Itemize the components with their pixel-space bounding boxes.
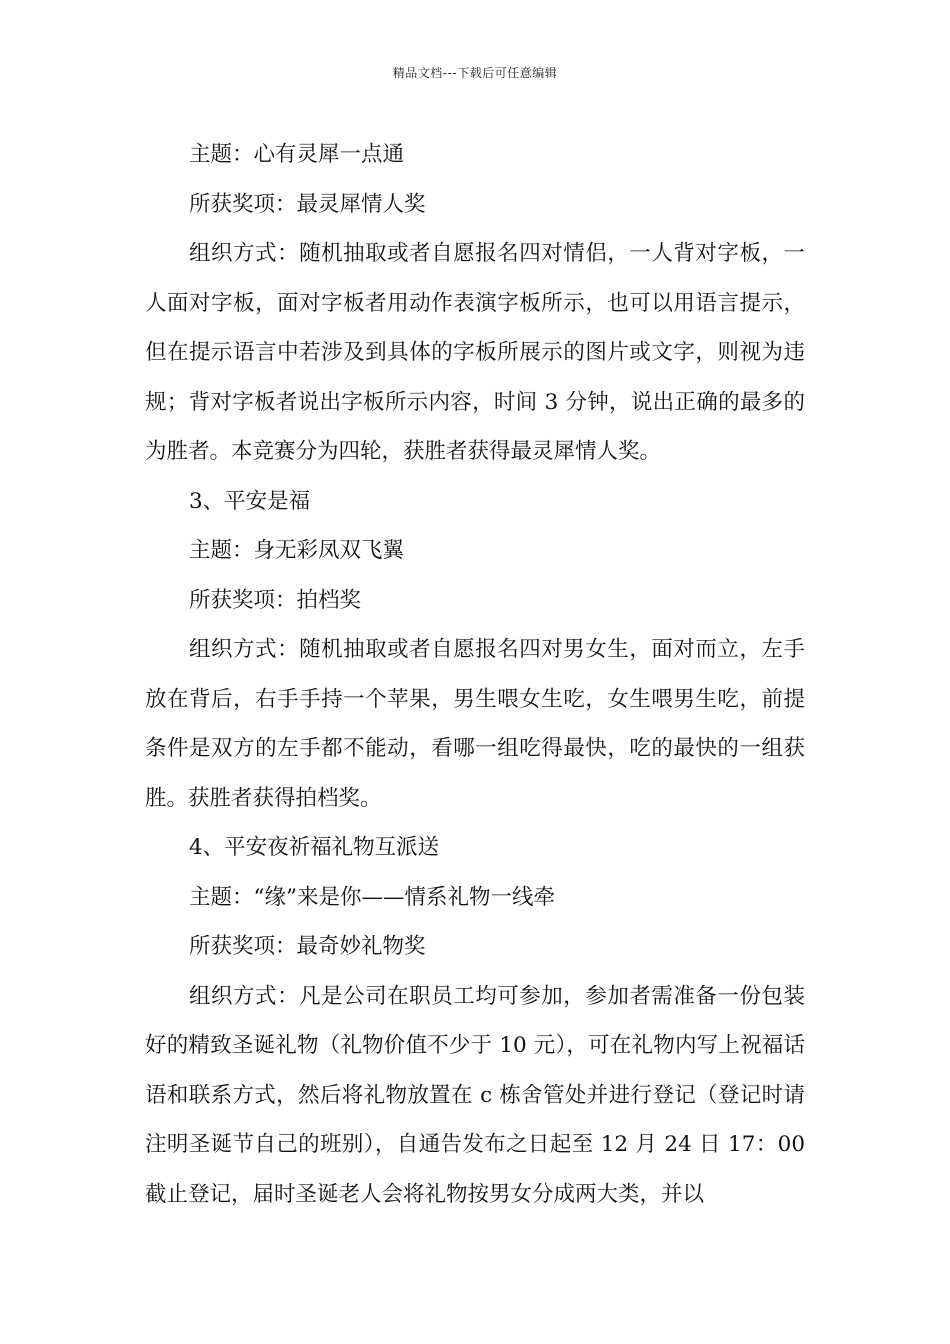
paragraph-method-4: 组织方式：凡是公司在职员工均可参加，参加者需准备一份包装好的精致圣诞礼物（礼物价值不少于 10 元），可在礼物内写上祝福话语和联系方式，然后将礼物放置在 c 栋舍管处并进行登记（登记时请注明圣诞节自己的班别），自通告发布之日起至 12 月 24 日 17：00 截止登记，届时圣诞老人会将礼物按男女分成两大类，并以: [145, 983, 805, 1207]
document-body: [145, 130, 805, 1219]
paragraph-award-1: 所获奖项：最灵犀情人奖: [189, 191, 426, 217]
section-heading-4: 4、平安夜祈福礼物互派送: [189, 835, 440, 860]
paragraph-method-1: 组织方式：随机抽取或者自愿报名四对情侣，一人背对字板，一人面对字板，面对字板者用动作表演字板所示，也可以用语言提示，但在提示语言中若涉及到具体的字板所展示的图片或文字，则视为违规；背对字板者说出字板所示内容，时间 3 分钟，说出正确的最多的为胜者。本竞赛分为四轮，获胜者获得最灵犀情人奖。: [145, 241, 805, 464]
paragraph-theme-3: 主题：身无彩凤双飞翼: [189, 538, 405, 563]
paragraph-award-4: 所获奖项：最奇妙礼物奖: [189, 934, 426, 959]
paragraph-method-3: 组织方式：随机抽取或者自愿报名四对男女生，面对而立，左手放在背后，右手手持一个苹果，男生喂女生吃，女生喂男生吃，前提条件是双方的左手都不能动，看哪一组吃得最快，吃的最快的一组获胜。获胜者获得拍档奖。: [145, 637, 805, 811]
paragraph-theme-4: 主题：“缘”来是你——情系礼物一线牵: [189, 884, 555, 910]
section-heading-3: 3、平安是福: [189, 488, 311, 514]
paragraph-award-3: 所获奖项：拍档奖: [189, 587, 362, 613]
page-header: 精品文档---下载后可任意编辑: [392, 66, 558, 80]
paragraph-theme-1: 主题：心有灵犀一点通: [189, 142, 405, 167]
